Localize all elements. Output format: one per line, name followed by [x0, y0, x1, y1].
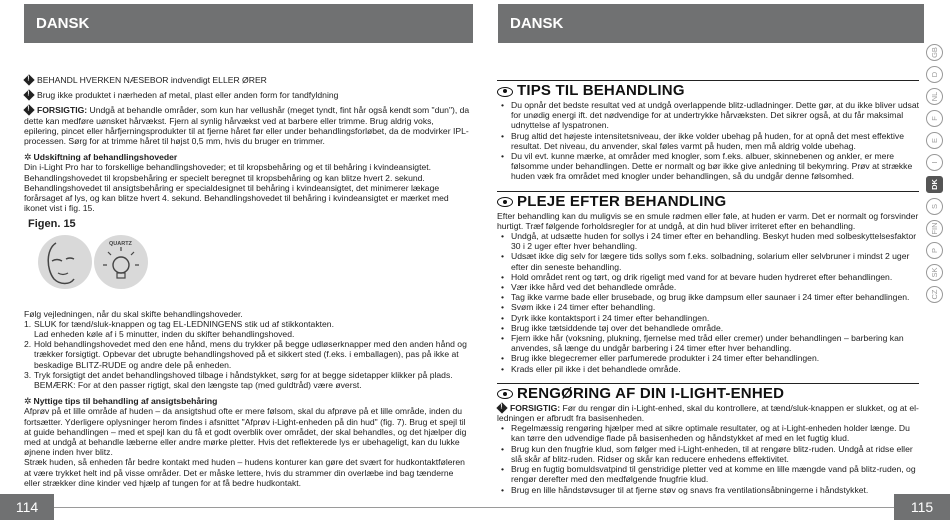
list-item: • Brug ikke blegecremer eller parfumerede produkter i 24 timer efter behandlingen. — [497, 353, 919, 363]
guide-intro: Følg vejledningen, når du skal skifte behandlingshoveder. — [24, 308, 243, 319]
aftercare-intro: Efter behandling kan du muligvis se en smule rødmen eller føle, at huden er varm. Det er normalt og forsvinder hurtigt. Træf følgende forholdsregler for at undgå, at din hud bliver irriteret efter en behandling. — [497, 210, 919, 231]
list-item: • Brug en fugtig bomuldsvatpind til genstridige pletter ved at komme en lille mængde vand på blitz-ruden, og rengør derefter med den medfølgende fnugfrie klud. — [497, 464, 919, 484]
list-item: • Hold området rent og tørt, og drik rigeligt med vand for at bevare huden hydreret efter behandlingen. — [497, 272, 919, 282]
warning-icon — [23, 105, 34, 116]
warning-nostrils: !BEHANDL HVERKEN NÆSEBOR indvendigt ELLER ØRER — [24, 75, 470, 85]
figure-15-illustration — [38, 233, 150, 295]
gear-icon: ✲ — [24, 396, 32, 407]
list-item: • Tag ikke varme bade eller brusebade, og brug ikke dampsum eller saunaer i 24 timer efter behandlingen. — [497, 292, 919, 302]
lang-tab-fin[interactable]: FIN — [926, 220, 943, 237]
step-item: 2. Hold behandlingshovedet med den ene hånd, mens du trykker på begge udløserknapper med den anden hånd og trækker forsigtigt. Opbevar det ubrugte behandlingshoved på et sikkert sted (f.eks. i emballagen), pas på ikke at beskadige BLITZ-RUDE og andre dele på enheden. — [24, 339, 467, 370]
language-tabs — [926, 44, 948, 308]
left-content — [24, 75, 470, 488]
eye-icon — [497, 197, 513, 207]
list-item: • Du opnår det bedste resultat ved at undgå overlappende blitz-udladninger. Dette gør, at du ikke bliver udsat for unødig energi ift. det nødvendige for at undertrykke hårvæksten. Det sikrer også, at du får maksimal udnyttelse af lyspatronen. — [497, 100, 919, 131]
list-item: • Brug ikke tætsiddende tøj over det behandlede område. — [497, 323, 919, 333]
page-number: 115 — [894, 494, 950, 520]
lang-tab-dk[interactable]: DK — [926, 176, 943, 193]
lang-tab-i[interactable]: I — [926, 154, 943, 171]
list-item: • Brug en lille håndstøvsuger til at fjerne støv og snavs fra ventilationsåbningerne i håndstykket. — [497, 485, 919, 495]
warning-icon — [496, 402, 507, 413]
lang-tab-sk[interactable]: SK — [926, 264, 943, 281]
list-item: • Krads eller pil ikke i det behandlede område. — [497, 364, 919, 374]
step-item: 3. Tryk forsigtigt det andet behandlingshoved tilbage i håndstykket, sørg for at begge sidetapper klikker på plads. BEMÆRK: For at den passer rigtigt, skal den længste tap (med guldtråd) være øverst. — [24, 369, 453, 391]
aftercare-list — [497, 231, 919, 374]
footer-rule — [475, 507, 894, 508]
quartz-bulb-icon — [94, 235, 148, 289]
step-item: 1. SLUK for tænd/sluk-knappen og tag EL-LEDNINGENS stik ud af stikkontakten. Lad enheden køle af i 5 minutter, inden du skifter behandlingshoved. — [24, 318, 334, 340]
list-item: • Undgå, at udsætte huden for sollys i 24 timer efter en behandling. Beskyt huden med solbeskyttelsesfaktor 30 i 2 uger efter hver behandling. — [497, 231, 919, 251]
warning-metal: !Brug ikke produktet i nærheden af metal, plast eller anden form for tandfyldning — [24, 90, 470, 100]
left-header: DANSK — [24, 4, 473, 43]
list-item: • Svøm ikke i 24 timer efter behandling. — [497, 302, 919, 312]
face-icon — [38, 235, 92, 289]
page-number: 114 — [0, 494, 54, 520]
section-title-tips: TIPS TIL BEHANDLING — [497, 80, 919, 100]
lang-tab-e[interactable]: E — [926, 132, 943, 149]
lang-tab-s[interactable]: S — [926, 198, 943, 215]
right-header: DANSK — [498, 4, 924, 43]
list-item: • Regelmæssig rengøring hjælper med at sikre optimale resultater, og at i-Light-enheden holder længe. Du kan tørre den udvendige flade på basisenheden og håndstykket af med en let fugtig klud. — [497, 423, 919, 443]
lang-tab-cz[interactable]: CZ — [926, 286, 943, 303]
list-item: • Vær ikke hård ved det behandlede område. — [497, 282, 919, 292]
lang-tab-p[interactable]: P — [926, 242, 943, 259]
figure-label: Figen. 15 — [28, 218, 76, 231]
eye-icon — [497, 87, 513, 97]
list-item: • Du vil evt. kunne mærke, at områder med knogler, som f.eks. albuer, skinnebenen og ankler, er mere følsomme under behandlingen. Dette er normalt og bør ikke give anledning til bekymring. Prøv at strække huden væk fra området med knogler under behandlingen, så du undgår denne følsomhed. — [497, 151, 919, 182]
list-item: • Fjern ikke hår (voksning, plukning, fjernelse med tråd eller cremer) under behandlingen – barbering kan anvendes, så længe du undgår barbering i 24 timer efter hver behandling. — [497, 333, 919, 353]
cleaning-list — [497, 423, 919, 494]
list-item: • Dyrk ikke kontaktsport i 24 timer efter behandlingen. — [497, 313, 919, 323]
quartz-badge: QUARTZ — [109, 240, 132, 247]
warning-icon — [23, 74, 34, 85]
warning-icon — [23, 90, 34, 101]
list-item: • Brug kun den fnugfrie klud, som følger med i-Light-enheden, til at rengøre blitz-ruden. Undgå at ridse eller slå skår af blitz-ruden. Ridser og skår kan reducere enhedens effektivitet. — [497, 444, 919, 464]
eye-icon — [497, 389, 513, 399]
footer-rule — [54, 507, 475, 508]
lang-tab-d[interactable]: D — [926, 66, 943, 83]
exchange-steps — [24, 319, 470, 390]
lang-tab-gb[interactable]: GB — [926, 44, 943, 61]
section-title-cleaning: RENGØRING AF DIN I-LIGHT-ENHED — [497, 383, 919, 403]
list-item: • Brug altid det højeste intensitetsniveau, der ikke volder ubehag på huden, for at opnå det mest effektive resultat. Det niveau, du anvender, skal føles varmt på huden, men må aldrig volde ubehag. — [497, 131, 919, 151]
list-item: • Udsæt ikke dig selv for lægere tids sollys som f.eks. solbadning, solarium eller selvbruner i mindst 2 uger efter din seneste behandling. — [497, 251, 919, 271]
section-title-aftercare: PLEJE EFTER BEHANDLING — [497, 191, 919, 211]
gear-icon: ✲ — [24, 152, 32, 163]
tips-text-2: Stræk huden, så enheden får bedre kontakt med huden – hudens konturer kan gøre det svært for hudkontaktføleren at være trykket helt ind på visse områder. Det er måske lettere, hvis du strammer din overlæbe ind bag tænderne eller strækker dine kinder ved hjælp af tungen for at få bedre hudkontakt. — [24, 457, 465, 488]
lang-tab-nl[interactable]: NL — [926, 88, 943, 105]
right-content — [497, 80, 919, 495]
tips-list — [497, 100, 919, 182]
exchange-title: ✲ Udskiftning af behandlingshoveder — [24, 152, 178, 163]
tips-title: ✲ Nyttige tips til behandling af ansigtsbehåring — [24, 396, 218, 407]
warning-caution: !FORSIGTIG: Undgå at behandle områder, som kun har vellushår (meget tyndt, fint hår også kendt som "dun"), da dette kan medføre uønsket hårvækst. Fjern al synlig hårvækst ved at barbere eller trimme. Brug aldrig voks, epilering, pincet eller hårfjerningsprodukter til at fjerne håret før eller under behandlingsforløbet, da de modvirker IPL-processen. Sørg for at trimme håret til højst 0,5 mm, hvis du bruger en trimmer. — [24, 105, 470, 146]
right-page — [475, 0, 950, 520]
cleaning-warning: !FORSIGTIG: Før du rengør din i-Light-enhed, skal du kontrollere, at tænd/sluk-knappen er slukket, og at el-ledningen er afbrudt fra basisenheden. — [497, 403, 919, 423]
tips-text: Afprøv på et lille område af huden – da ansigtshud ofte er mere følsom, skal du afprøve på et lille område, inden du fortsætter. Yderligere oplysninger herom findes i afsnittet "Afprøv i-Light-enheden på din hud" (fig. 7). Brug et spejl til at guide behandlingen – med et spejl kan du få et godt overblik over området, der skal behandles, og det hjælper dig med at undgå at behandle læberne eller andre mørke pletter. Hvis det reflekterede lys er ubehageligt, kan du lukke øjnene inden hver blitz. — [24, 406, 467, 458]
exchange-text: Din i-Light Pro har to forskellige behandlingshoveder; et til kropsbehåring og et til behåring i kvindeansigtet. Behandlingshovedet til kropsbehåring er specielt beregnet til kropsbehåring og kan blitze hvert 2. sekund. Behandlingshovedet til ansigtsbehåring er specialdesignet til behåring i kvindeansigtet, det minimerer lækage forårsaget af lys, og kan blitze hvert 4. sekund. Behandlingshovedet til behåring i kvindeansigtet er mærket med ikonet vist i fig. 15. — [24, 162, 449, 214]
lang-tab-f[interactable]: F — [926, 110, 943, 127]
